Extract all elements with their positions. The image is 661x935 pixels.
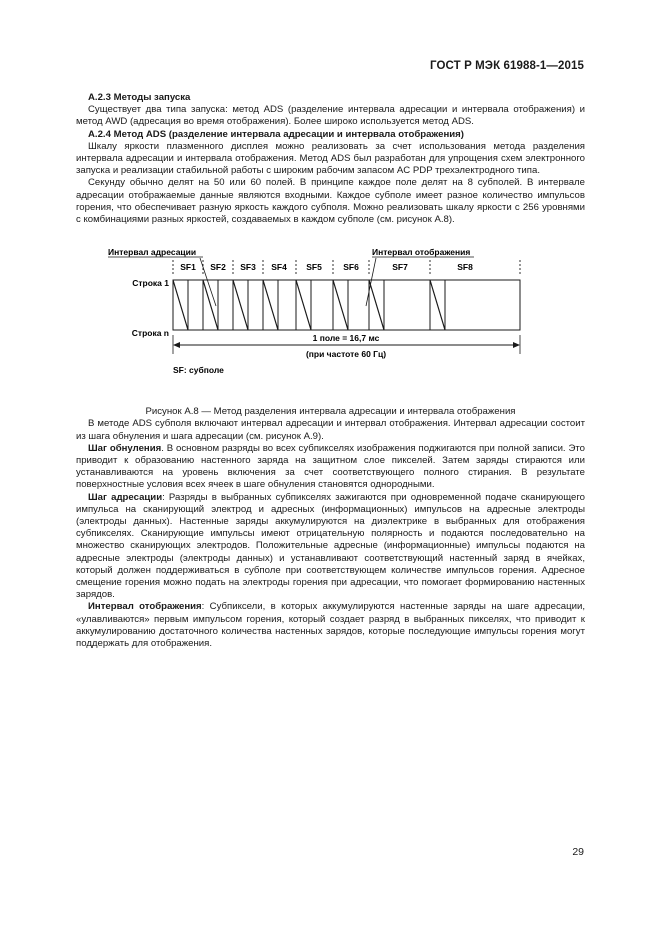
- display-interval-paragraph: [76, 601, 585, 650]
- address-step-term: Шаг адресации: [88, 491, 163, 503]
- section-a23-title: А.2.3 Методы запуска: [88, 92, 191, 103]
- field-duration-label: 1 поле = 16,7 мс: [312, 333, 380, 344]
- section-a24-paragraph-2: Секунду обычно делят на 50 или 60 полей. В принципе каждое поле делят на 8 субполей. В интервале адресации отображаемые данные являются входными. Каждое субполе имеет разное количество импульсов горения, что обеспечивает разную яркость каждого субполя. Можно реализовать шкалу яркости с 256 уровнями с комбинациями разных яркостей, создаваемых в каждом субполе (см. рисунок А.8).: [76, 177, 585, 226]
- subfield-label-2: SF2: [210, 262, 226, 273]
- subfield-label-4: SF4: [271, 262, 287, 273]
- section-a23-paragraph: Существует два типа запуска: метод ADS (разделение интервала адресации и интервала отображения) и метод AWD (адресация во время отображения). Более широко используется метод ADS.: [76, 104, 585, 128]
- row-first-label: Строка 1: [132, 278, 169, 289]
- subfield-label-3: SF3: [240, 262, 256, 273]
- subfield-legend: SF: субполе: [173, 365, 224, 376]
- subfield-label-6: SF6: [343, 262, 359, 273]
- address-interval-label: Интервал адресации: [108, 247, 197, 258]
- figure-a8: [76, 230, 585, 406]
- field-timing-box: [173, 280, 520, 330]
- subfield-boundaries: [203, 280, 430, 330]
- display-interval-text: : Субпиксели, в которых аккумулируются настенные заряды на шаге адресации, «улавливаются» первым импульсом горения, который создает разряд в выбранных пикселях, что приводит к аккумулированию достаточного количества настенных зарядов, которые последующие импульсы горения могут поддержать для отображения.: [76, 601, 585, 650]
- subfield-label-1: SF1: [180, 262, 196, 273]
- page-number: 29: [572, 846, 584, 858]
- field-frequency-label: (при частоте 60 Гц): [305, 349, 387, 360]
- arrowhead-right-icon: [513, 342, 520, 348]
- reset-step-term: Шаг обнуления: [88, 442, 162, 454]
- display-interval-term: Интервал отображения: [88, 601, 202, 613]
- ads-timing-diagram: [76, 230, 585, 406]
- subfield-label-7: SF7: [392, 262, 408, 273]
- display-interval-label: Интервал отображения: [372, 247, 471, 258]
- display-end-lines: [188, 280, 445, 330]
- row-last-label: Строка n: [131, 328, 169, 339]
- address-step-text: : Разряды в выбранных субпикселях зажигаются при одновременной подаче сканирующего импульса на сканирующий электрод и адресных (информационных) импульсов на адресные электроды (электроды данных). Настенные заряды аккумулируются на диэлектрике в выбранных для отображения субпикселях. Сканирующие импульсы имеют отрицательную полярность и подаются последовательно на множество сканирующих электродов. Положительные адресные (информационные) импульсы подаются на адресные электроды (электроды данных) и устанавливают соответствующий настенный заряд в ячейках, который должен поддерживаться в субполе при соответствующем количестве импульсов горения. Адресное смещение горения можно подать на электроды горения при адресации, что помогает формированию настенных зарядов.: [76, 491, 585, 601]
- body-paragraph-ads: В методе ADS субполя включают интервал адресации и интервал отображения. Интервал адресации состоит из шага обнуления и шага адресации (см. рисунок А.9).: [76, 418, 585, 442]
- section-a24-title: А.2.4 Метод ADS (разделение интервала адресации и интервала отображения): [88, 128, 464, 140]
- subfield-label-5: SF5: [306, 262, 322, 273]
- arrowhead-left-icon: [173, 342, 180, 348]
- address-scan-diagonals: [173, 280, 445, 330]
- section-a24-paragraph-1: Шкалу яркости плазменного дисплея можно реализовать за счет использования метода разделения интервала адресации и интервала отображения. Метод ADS был разработан для упрощения схем электронного запуска и реализации стабильной работы с широким рабочим запасом AC PDP трехэлектродного типа.: [76, 140, 585, 177]
- subfield-label-8: SF8: [457, 262, 473, 273]
- standard-designation: ГОСТ Р МЭК 61988-1—2015: [430, 60, 584, 72]
- document-body: [76, 92, 585, 650]
- address-step-paragraph: [76, 492, 585, 602]
- figure-caption: Рисунок А.8 — Метод разделения интервала адресации и интервала отображения: [145, 406, 516, 418]
- reset-step-text: . В основном разряды во всех субпикселях изображения поджигаются при полной записи. Это приводит к образованию настенного заряда на защитном слое пикселей. Затем заряды стираются или устанавливаются на уровень включения за счет соответствующего полного стирания. В результате поверхностные условия всех ячеек в шаге обнуления становятся однородными.: [76, 442, 585, 491]
- reset-step-paragraph: [76, 443, 585, 492]
